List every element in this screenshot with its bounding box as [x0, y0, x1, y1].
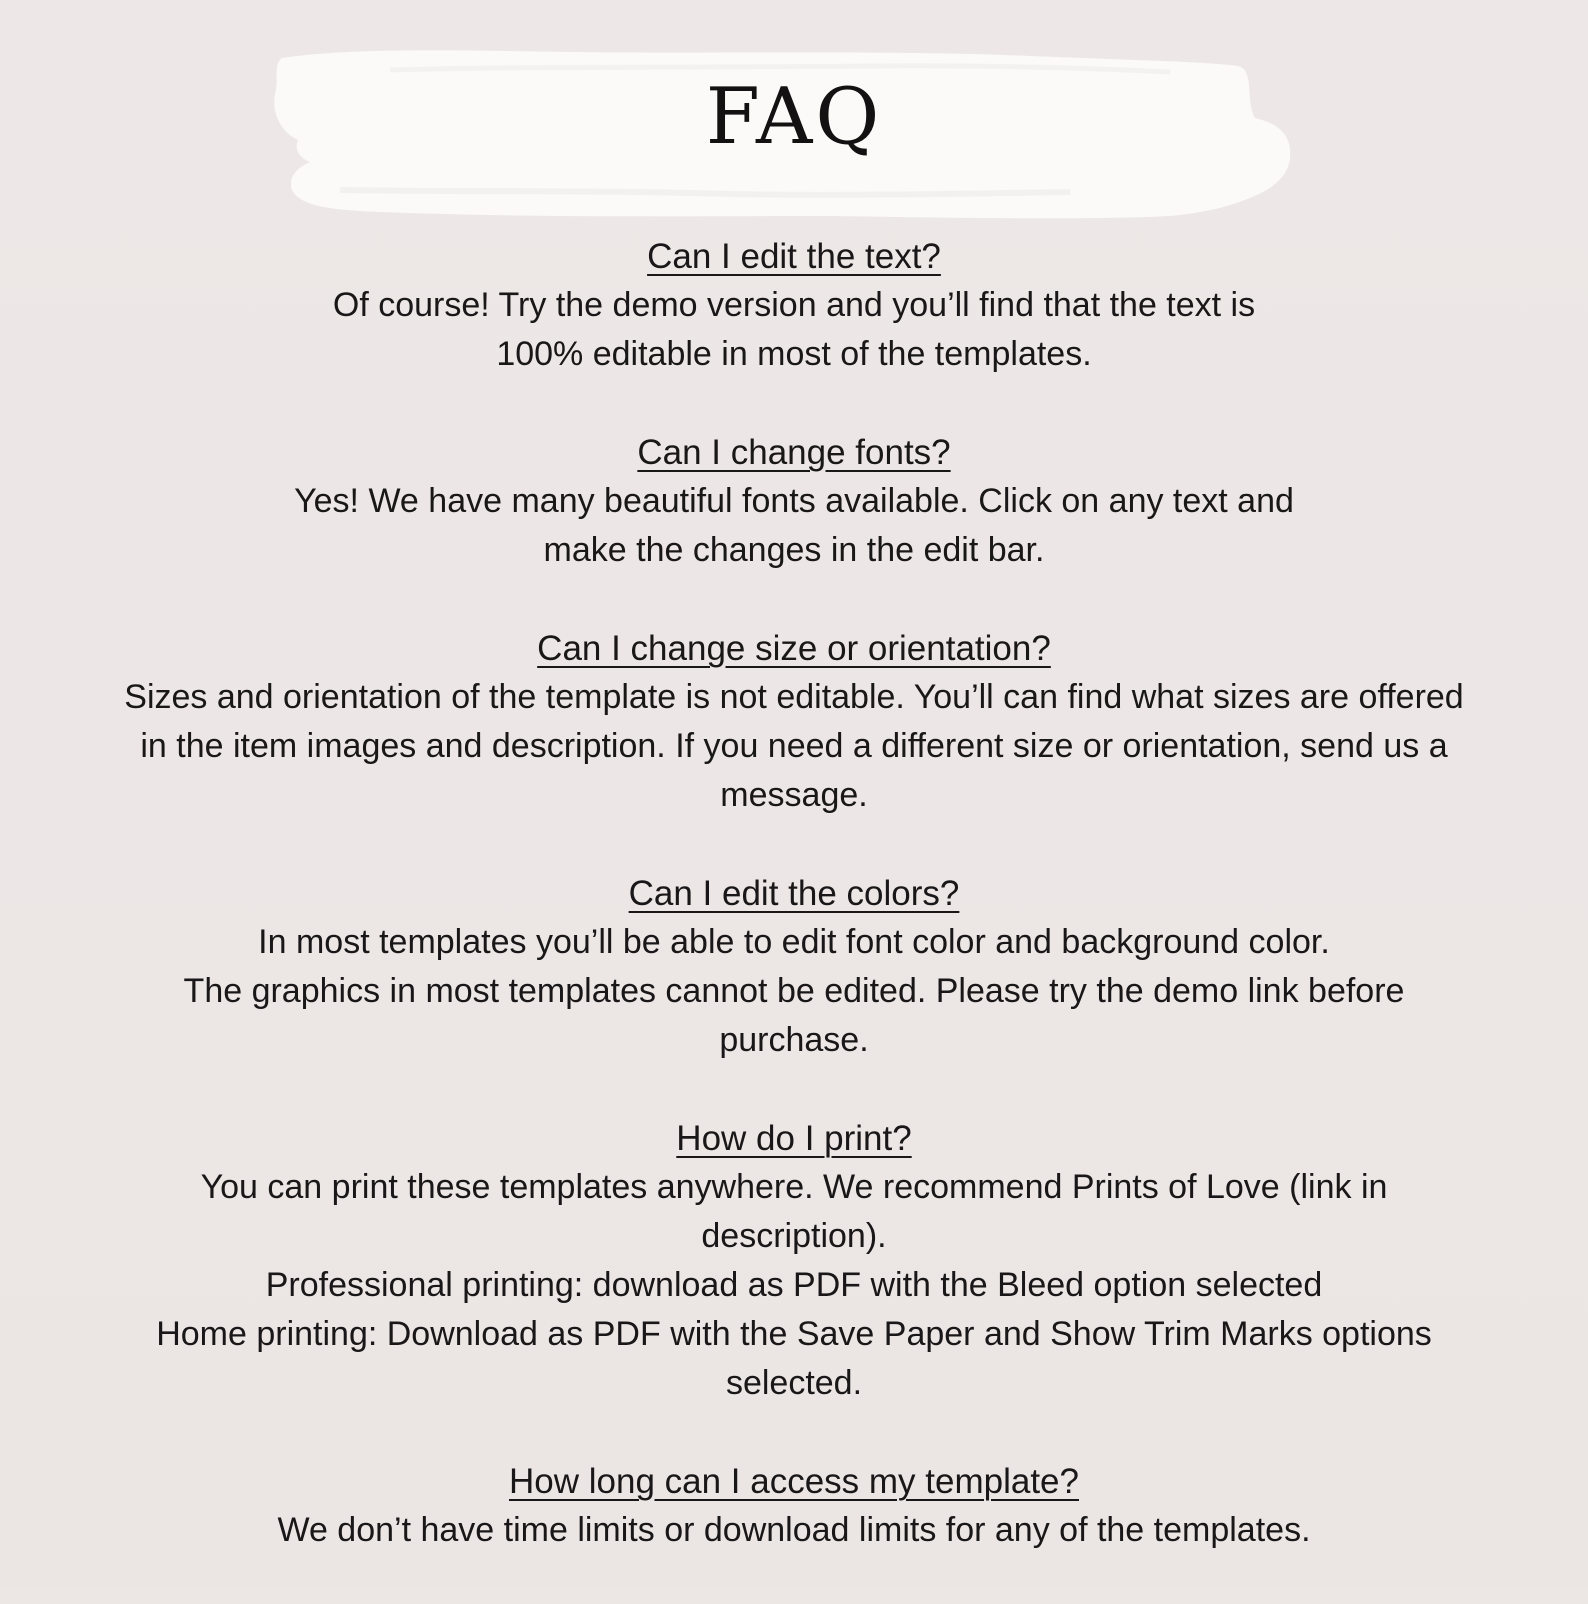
- page-title: FAQ: [705, 72, 883, 162]
- answer-line: 100% editable in most of the templates.: [496, 335, 1092, 373]
- answer-line: Sizes and orientation of the template is not editable. You’ll can find what sizes are offered: [124, 678, 1464, 716]
- answer-line: Professional printing: download as PDF with the Bleed option selected: [265, 1266, 1323, 1304]
- faq-question: Can I edit the text?: [647, 237, 941, 276]
- faq-item: [0, 869, 1588, 1065]
- answer-line: We don’t have time limits or download limits for any of the templates.: [277, 1511, 1311, 1549]
- faq-answer: [0, 281, 1588, 379]
- answer-line: make the changes in the edit bar.: [543, 531, 1045, 569]
- faq-item: [0, 1114, 1588, 1408]
- faq-question: Can I change fonts?: [637, 433, 951, 472]
- answer-line: selected.: [725, 1364, 863, 1402]
- faq-answer: [0, 1506, 1588, 1555]
- faq-item: [0, 428, 1588, 575]
- faq-item: [0, 232, 1588, 379]
- answer-line: The graphics in most templates cannot be edited. Please try the demo link before: [183, 972, 1405, 1010]
- faq-item: [0, 1457, 1588, 1555]
- faq-list: [0, 232, 1588, 1604]
- faq-answer: [24, 673, 1564, 820]
- faq-answer: [0, 477, 1588, 575]
- answer-line: in the item images and description. If you need a different size or orientation, send us a: [140, 727, 1448, 765]
- faq-item: [0, 624, 1588, 820]
- faq-question: Can I change size or orientation?: [537, 629, 1051, 668]
- answer-line: You can print these templates anywhere. We recommend Prints of Love (link in: [200, 1168, 1388, 1206]
- answer-line: description).: [701, 1217, 887, 1255]
- faq-answer: [0, 1163, 1588, 1408]
- answer-line: In most templates you’ll be able to edit font color and background color.: [258, 923, 1330, 961]
- faq-answer: [0, 918, 1588, 1065]
- answer-line: message.: [720, 776, 868, 814]
- answer-line: Of course! Try the demo version and you’ll find that the text is: [332, 286, 1256, 324]
- faq-question: How long can I access my template?: [509, 1462, 1079, 1501]
- faq-question: Can I edit the colors?: [628, 874, 960, 913]
- answer-line: purchase.: [719, 1021, 869, 1059]
- faq-question: How do I print?: [676, 1119, 912, 1158]
- answer-line: Yes! We have many beautiful fonts available. Click on any text and: [294, 482, 1294, 520]
- answer-line: Home printing: Download as PDF with the Save Paper and Show Trim Marks options: [156, 1315, 1432, 1353]
